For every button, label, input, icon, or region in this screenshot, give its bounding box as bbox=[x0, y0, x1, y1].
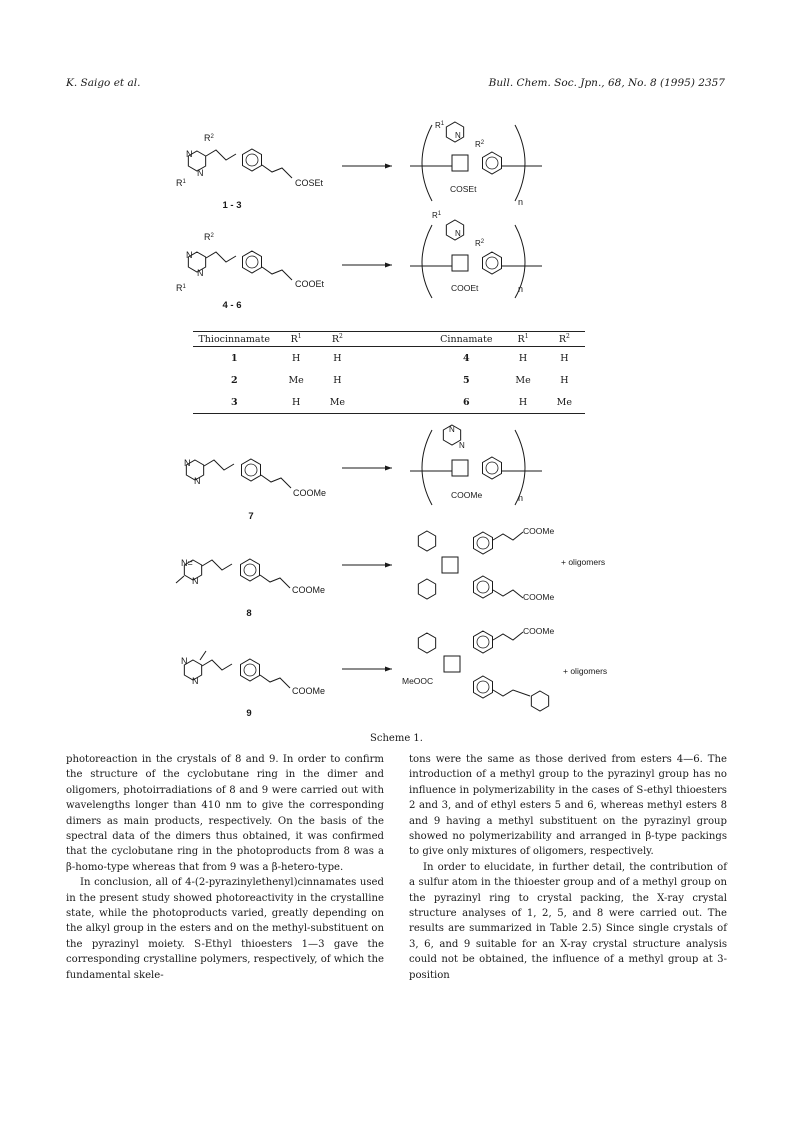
pyrazine-n1: N bbox=[186, 149, 193, 159]
svg-text:R1: $R^1$ bbox=[176, 283, 186, 293]
monomer-8 bbox=[176, 558, 325, 619]
label-1-3: 1 - 3 bbox=[222, 200, 242, 211]
svg-text:N: N bbox=[449, 425, 455, 434]
svg-text:R1: $R^1$ bbox=[432, 211, 442, 220]
svg-text:R1: $R^1$ bbox=[435, 121, 445, 130]
svg-text:MeOOC: MeOOC bbox=[402, 676, 434, 686]
reaction-arrow-3 bbox=[342, 466, 392, 471]
svg-text:N=: N= bbox=[181, 558, 193, 568]
svg-text:COOMe: COOMe bbox=[523, 592, 555, 602]
svg-text:R2: $R^2$ bbox=[204, 232, 214, 242]
svg-text:COOEt: COOEt bbox=[451, 283, 479, 293]
reaction-arrow-4 bbox=[342, 563, 392, 568]
paragraph: tons were the same as those derived from esters 4—6. The introduction of a methyl group to the pyrazinyl group has no influence in polymerizability in the cases of S-ethyl thioesters 2 and 3, and of ethyl esters 5 and 6, whereas methyl esters 8 and 9 having a methyl substituent on the pyrazinyl group showed no polymerizability and arranged in β-type packings to give only mixtures of oligomers, respectively. bbox=[409, 754, 727, 858]
svg-text:COOEt: COOEt bbox=[295, 279, 325, 289]
svg-text:R2: $R^2$ bbox=[475, 140, 485, 149]
oligomers-note-8: + oligomers bbox=[561, 557, 606, 567]
oligomers-note-9: + oligomers bbox=[563, 666, 608, 676]
th-cinnamate: Cinnamate bbox=[430, 332, 502, 347]
svg-text:N: N bbox=[455, 131, 461, 140]
paragraph: In order to elucidate, in further detail, the contribution of a sulfur atom in the thioester group and of a methyl group on the pyrazinyl ring to crystal packing, the X-ray crystal structure analyses of 1, 2, 5, and 8 were carried out. The results are summarized in Table 2.5) Since single crystals of 3, 6, and 9 suitable for an X-ray crystal structure analysis could not be obtained, the influence of a methyl group at 3-position bbox=[409, 861, 727, 981]
scheme-caption: Scheme 1. bbox=[370, 733, 423, 744]
monomer-4-6 bbox=[176, 232, 325, 311]
svg-text:COOMe: COOMe bbox=[292, 686, 326, 696]
label-9: 9 bbox=[246, 708, 252, 719]
running-header-journal: Bull. Chem. Soc. Jpn., 68, No. 8 (1995) 2357 bbox=[488, 77, 725, 89]
monomer-9 bbox=[181, 651, 325, 719]
polymer-1-3 bbox=[410, 121, 542, 207]
dimer-9 bbox=[402, 626, 607, 711]
svg-text:n: n bbox=[518, 284, 524, 294]
reaction-arrow-5 bbox=[342, 667, 392, 672]
r1-label: $R^1$ bbox=[176, 178, 186, 188]
table-row: 1 H H 4 H H bbox=[230, 352, 569, 364]
svg-text:N: N bbox=[184, 458, 191, 468]
label-7: 7 bbox=[248, 511, 254, 522]
svg-text:COOMe: COOMe bbox=[451, 490, 483, 500]
body-column-right bbox=[409, 752, 727, 983]
body-column-left bbox=[66, 752, 384, 983]
r2-label: $R^2$ bbox=[204, 133, 214, 143]
monomer-1-3 bbox=[176, 133, 324, 211]
svg-text:COSEt: COSEt bbox=[450, 184, 477, 194]
table-row: 2 Me H 5 Me H bbox=[230, 374, 569, 386]
svg-text:N: N bbox=[181, 656, 188, 666]
svg-text:n: n bbox=[518, 197, 524, 207]
svg-text:n: n bbox=[518, 493, 524, 503]
svg-text:N: N bbox=[186, 250, 193, 260]
polymer-4-6 bbox=[410, 211, 542, 298]
paragraph: photoreaction in the crystals of 8 and 9. In order to confirm the structure of the cyclobutane ring in the dimer and oligomers, photoirradiations of 8 and 9 were carried out with wavelengths longer than 410 nm to give the corresponding dimers as main products, respectively. On the basis of the spectral data of the dimers thus obtained, it was confirmed that the cyclobutane ring in the photoproducts from 8 was a β-homo-type whereas that from 9 was a β-hetero-type. bbox=[66, 754, 384, 873]
substituent-table: Thiocinnamate $R^1$ $R^2$ Cinnamate $R^1$ $R^2$ 1 H H 4 H H 2 Me H 5 Me H 3 H Me 6 H Me bbox=[193, 331, 585, 414]
svg-text:COOMe: COOMe bbox=[292, 585, 326, 595]
dimer-8 bbox=[418, 526, 605, 602]
svg-text:COOMe: COOMe bbox=[293, 488, 327, 498]
polymer-7 bbox=[410, 425, 542, 505]
svg-text:N: N bbox=[459, 441, 465, 450]
svg-text:N: N bbox=[192, 576, 199, 586]
table-row: 3 H Me 6 H Me bbox=[193, 391, 585, 414]
svg-text:N: N bbox=[194, 476, 201, 486]
running-header-authors: K. Saigo et al. bbox=[66, 77, 141, 89]
reaction-arrow-1 bbox=[342, 164, 392, 169]
svg-text:N: N bbox=[192, 676, 199, 686]
monomer-7 bbox=[184, 458, 326, 522]
label-4-6: 4 - 6 bbox=[222, 300, 242, 311]
svg-text:COOMe: COOMe bbox=[523, 526, 555, 536]
paragraph: In conclusion, all of 4-(2-pyrazinylethenyl)cinnamates used in the present study showed photoreactivity in the crystalline state, while the photoproducts varied, greatly depending on the alkyl group in the esters and on the methyl-substituent on the pyrazinyl moiety. S-Ethyl thioesters 1—3 gave the corresponding crystalline polymers, respectively, of which the fundamental skele- bbox=[66, 877, 384, 981]
label-8: 8 bbox=[246, 608, 252, 619]
svg-text:R2: $R^2$ bbox=[475, 239, 485, 248]
svg-text:COOMe: COOMe bbox=[523, 626, 555, 636]
cosetl-group: COSEt bbox=[295, 178, 324, 188]
svg-text:N: N bbox=[455, 229, 461, 238]
reaction-arrow-2 bbox=[342, 263, 392, 268]
pyrazine-n2: N bbox=[197, 168, 204, 178]
svg-text:N: N bbox=[197, 268, 204, 278]
th-thiocinnamate: Thiocinnamate bbox=[193, 332, 276, 347]
